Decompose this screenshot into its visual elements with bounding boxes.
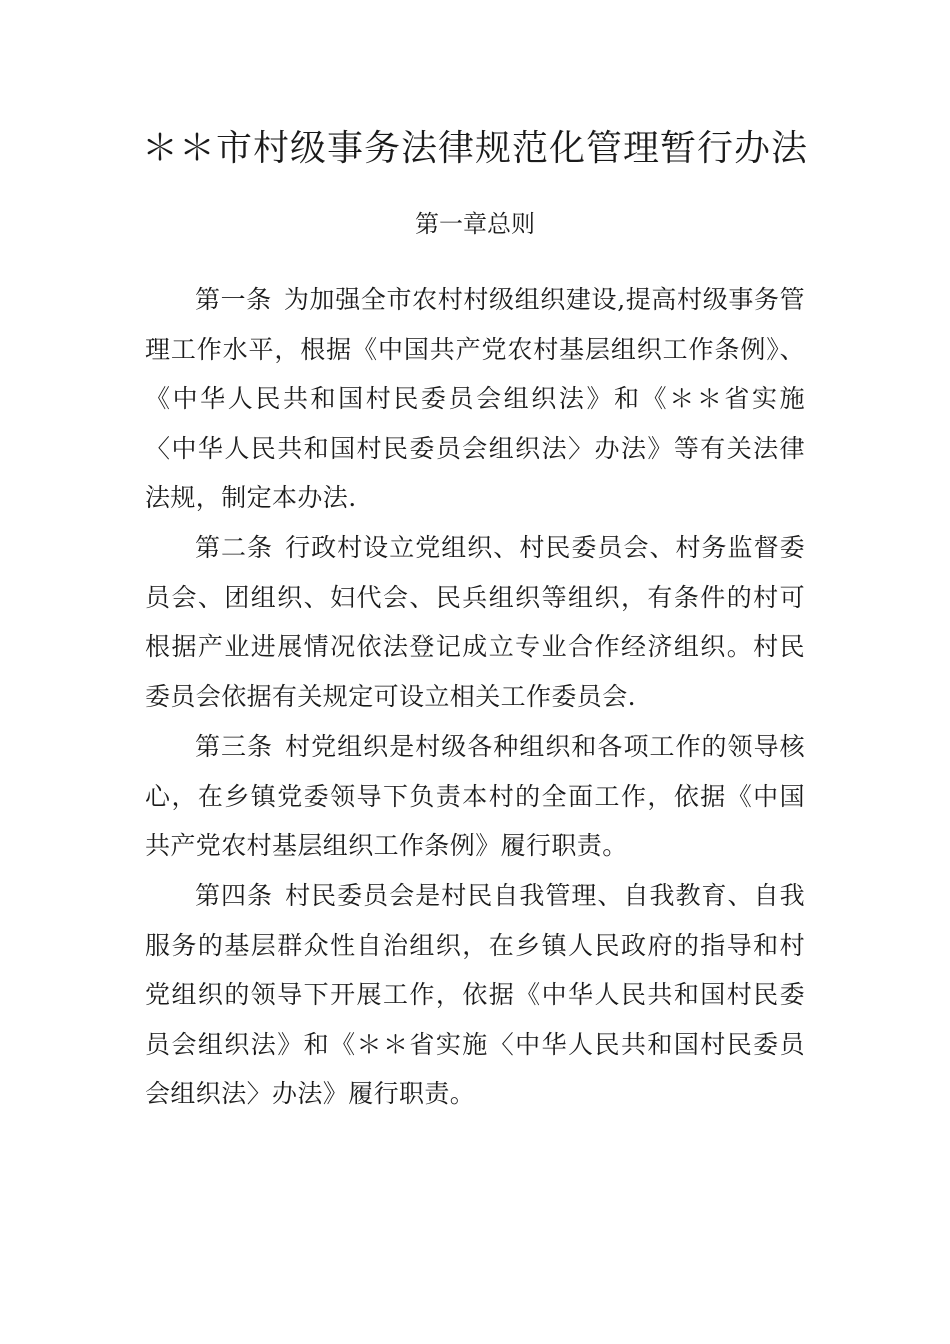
article-text: 行政村设立党组织、村民委员会、村务监督委员会、团组织、妇代会、民兵组织等组织，有条件的村可根据产业进展情况依法登记成立专业合作经济组织。村民委员会依据有关规定可设立相关工作委员会. (145, 533, 805, 711)
article-4 (145, 871, 805, 1119)
article-1 (145, 275, 805, 523)
article-number: 第一条 (195, 285, 272, 314)
article-number: 第四条 (195, 881, 274, 910)
article-text: 村民委员会是村民自我管理、自我教育、自我服务的基层群众性自治组织，在乡镇人民政府的指导和村党组织的领导下开展工作，依据《中华人民共和国村民委员会组织法》和《＊＊省实施〈中华人民共和国村民委员会组织法〉办法》履行职责。 (145, 881, 805, 1108)
article-number: 第二条 (195, 533, 274, 562)
article-number: 第三条 (195, 732, 274, 761)
document-title: ＊＊市村级事务法律规范化管理暂行办法 (141, 128, 808, 169)
article-3 (145, 722, 805, 871)
article-text: 村党组织是村级各种组织和各项工作的领导核心，在乡镇党委领导下负责本村的全面工作，依据《中国共产党农村基层组织工作条例》履行职责。 (145, 732, 805, 860)
chapter-heading: 第一章总则 (415, 210, 535, 238)
article-text: 为加强全市农村村级组织建设,提高村级事务管理工作水平，根据《中国共产党农村基层组织工作条例》、《中华人民共和国村民委员会组织法》和《＊＊省实施〈中华人民共和国村民委员会组织法〉办法》等有关法律法规，制定本办法. (145, 285, 805, 512)
article-2 (145, 523, 805, 721)
